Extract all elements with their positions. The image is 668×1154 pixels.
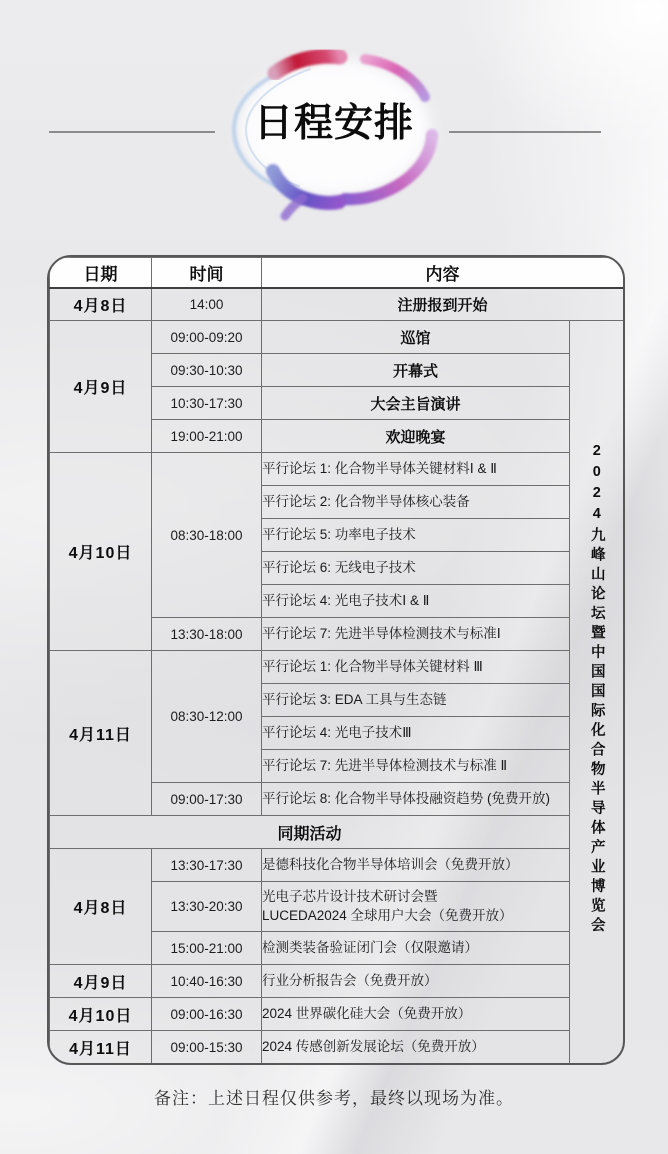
time-cell: 14:00 [152, 288, 262, 321]
content-cell: 巡馆 [262, 321, 570, 354]
date-cell: 4月10日 [50, 453, 152, 651]
content-cell: 注册报到开始 [262, 288, 624, 321]
time-cell: 09:00-09:20 [152, 321, 262, 354]
content-cell: 行业分析报告会（免费开放） [262, 965, 570, 998]
content-cell: 大会主旨演讲 [262, 387, 570, 420]
schedule-table [47, 255, 625, 1065]
content-cell: 是德科技化合物半导体培训会（免费开放） [262, 849, 570, 882]
date-cell: 4月9日 [50, 965, 152, 998]
table-header-row [50, 258, 624, 288]
page-title: 日程安排 [253, 102, 414, 145]
table-row [50, 453, 624, 486]
time-cell: 09:00-15:30 [152, 1031, 262, 1064]
header-content: 内容 [262, 258, 624, 288]
table-row [50, 651, 624, 684]
time-cell: 09:30-10:30 [152, 354, 262, 387]
time-cell: 15:00-21:00 [152, 932, 262, 965]
time-cell: 08:30-18:00 [152, 453, 262, 618]
section-title: 同期活动 [50, 816, 570, 849]
time-cell: 19:00-21:00 [152, 420, 262, 453]
content-cell: 平行论坛 7: 先进半导体检测技术与标准 Ⅱ [262, 750, 570, 783]
content-cell: 平行论坛 8: 化合物半导体投融资趋势 (免费开放) [262, 783, 570, 816]
time-cell: 13:30-18:00 [152, 618, 262, 651]
date-cell: 4月9日 [50, 321, 152, 453]
content-cell: 平行论坛 4: 光电子技术Ⅲ [262, 717, 570, 750]
time-cell: 13:30-17:30 [152, 849, 262, 882]
content-cell: 平行论坛 1: 化合物半导体关键材料Ⅰ & Ⅱ [262, 453, 570, 486]
date-cell: 4月8日 [50, 288, 152, 321]
footer-note: 备注：上述日程仅供参考，最终以现场为准。 [154, 1089, 514, 1108]
content-cell: 检测类装备验证闭门会（仅限邀请） [262, 932, 570, 965]
side-banner: 2024九峰山论坛暨中国国际化合物半导体产业博览会 [588, 442, 605, 937]
content-cell: 平行论坛 3: EDA 工具与生态链 [262, 684, 570, 717]
content-cell: 平行论坛 7: 先进半导体检测技术与标准Ⅰ [262, 618, 570, 651]
content-cell: 平行论坛 2: 化合物半导体核心装备 [262, 486, 570, 519]
content-line-1: 光电子芯片设计技术研讨会暨 [262, 889, 438, 905]
section-header-row [50, 816, 624, 849]
time-cell: 13:30-20:30 [152, 882, 262, 932]
table-row [50, 965, 624, 998]
content-cell: 平行论坛 1: 化合物半导体关键材料 Ⅲ [262, 651, 570, 684]
table-row [50, 998, 624, 1031]
header-time: 时间 [152, 258, 262, 288]
time-cell: 09:00-17:30 [152, 783, 262, 816]
date-cell: 4月11日 [50, 1031, 152, 1064]
time-cell: 10:30-17:30 [152, 387, 262, 420]
time-cell: 08:30-12:00 [152, 651, 262, 783]
table-row [50, 321, 624, 354]
content-cell: 平行论坛 4: 光电子技术Ⅰ & Ⅱ [262, 585, 570, 618]
content-cell: 平行论坛 5: 功率电子技术 [262, 519, 570, 552]
content-cell: 欢迎晚宴 [262, 420, 570, 453]
content-line-2: LUCEDA2024 全球用户大会（免费开放） [262, 907, 513, 923]
date-cell: 4月10日 [50, 998, 152, 1031]
content-cell: 开幕式 [262, 354, 570, 387]
side-banner-cell [570, 321, 624, 1064]
content-cell: 2024 世界碳化硅大会（免费开放） [262, 998, 570, 1031]
table-row [50, 1031, 624, 1064]
table-row [50, 849, 624, 882]
table-row [50, 288, 624, 321]
time-cell: 10:40-16:30 [152, 965, 262, 998]
time-cell: 09:00-16:30 [152, 998, 262, 1031]
content-cell: 平行论坛 6: 无线电子技术 [262, 552, 570, 585]
date-cell: 4月8日 [50, 849, 152, 965]
date-cell: 4月11日 [50, 651, 152, 816]
header-date: 日期 [50, 258, 152, 288]
content-cell [262, 882, 570, 932]
content-cell: 2024 传感创新发展论坛（免费开放） [262, 1031, 570, 1064]
